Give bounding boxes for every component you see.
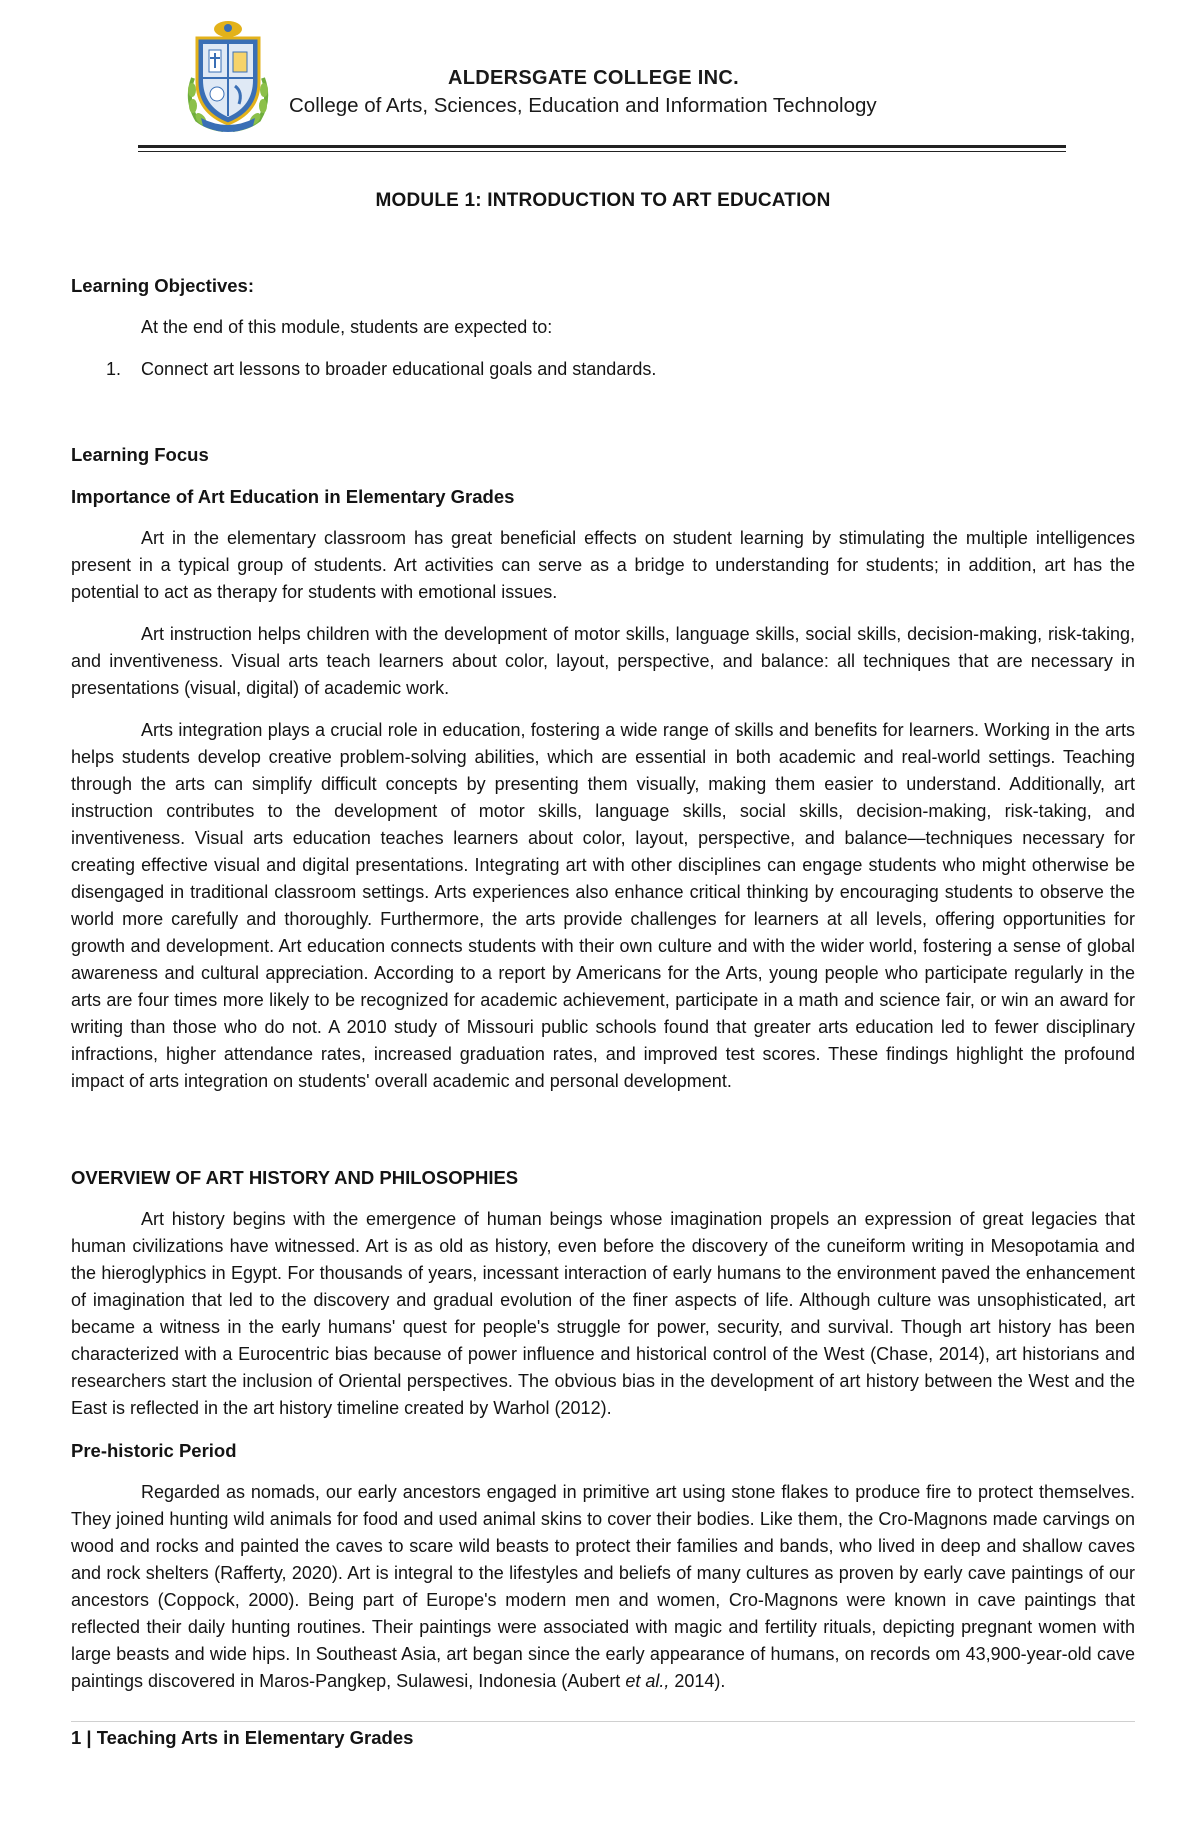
- footer-rule: [71, 1721, 1135, 1722]
- focus-paragraph-2: Art instruction helps children with the development of motor skills, language skills, social skills, decision-making, risk-taking, and inventiveness. Visual arts teach learners about color, layout, perspective, and balance: all techniques that are necessary in presentations (visual, digital) of academic work.: [71, 624, 1135, 698]
- school-seal-icon: [183, 20, 273, 132]
- focus-heading: Learning Focus: [71, 444, 209, 465]
- document-body: [71, 187, 1135, 1695]
- prehistoric-end: 2014).: [669, 1671, 726, 1691]
- objective-number: 1.: [106, 359, 122, 379]
- header-rule-thick: [138, 145, 1066, 148]
- focus-subheading: Importance of Art Education in Elementary Grades: [71, 486, 515, 507]
- focus-paragraph-1: Art in the elementary classroom has great beneficial effects on student learning by stimulating the multiple intelligences present in a typical group of students. Art activities can serve as a bridge to understanding for students; in addition, art has the potential to act as therapy for students with emotional issues.: [71, 528, 1135, 602]
- objective-item: [71, 356, 1135, 383]
- college-name: ALDERSGATE COLLEGE INC.: [448, 67, 739, 89]
- header-rule-thin: [138, 151, 1066, 152]
- objectives-intro: At the end of this module, students are expected to:: [141, 317, 553, 337]
- prehistoric-heading: Pre-historic Period: [71, 1440, 237, 1461]
- prehistoric-etal: et al.,: [625, 1671, 670, 1691]
- focus-paragraph-3: Arts integration plays a crucial role in education, fostering a wide range of skills and benefits for learners. Working in the arts helps students develop creative problem-solving abilities, which are essential in both academic and real-world settings. Teaching through the arts can simplify difficult concepts by presenting them visually, making them easier to understand. Additionally, art instruction contributes to the development of motor skills, language skills, social skills, decision-making, risk-taking, and inventiveness. Visual arts education teaches learners about color, layout, perspective, and balance—techniques necessary for creating effective visual and digital presentations. Integrating art with other disciplines can engage students who might otherwise be disengaged in traditional classroom settings. Arts experiences also enhance critical thinking by encouraging students to observe the world more carefully and thoroughly. Furthermore, the arts provide challenges for learners at all levels, offering opportunities for growth and development. Art education connects students with their own culture and with the wider world, fostering a sense of global awareness and cultural appreciation. According to a report by Americans for the Arts, young people who participate regularly in the arts are four times more likely to be recognized for academic achievement, participate in a math and science fair, or win an award for writing than those who do not. A 2010 study of Missouri public schools found that greater arts education led to fewer disciplinary infractions, higher attendance rates, increased graduation rates, and improved test scores. These findings highlight the profound impact of arts integration on students' overall academic and personal development.: [71, 720, 1135, 1091]
- college-subtitle: College of Arts, Sciences, Education and Information Technology: [289, 94, 877, 117]
- history-paragraph: Art history begins with the emergence of human beings whose imagination propels an expression of great legacies that human civilizations have witnessed. Art is as old as history, even before the discovery of the cuneiform writing in Mesopotamia and the hieroglyphics in Egypt. For thousands of years, incessant interaction of early humans to the environment paved the enhancement of imagination that led to the discovery and gradual evolution of the finer aspects of life. Although culture was unsophisticated, art became a witness in the early humans' quest for people's struggle for power, security, and survival. Though art history has been characterized with a Eurocentric bias because of power influence and historical control of the West (Chase, 2014), art historians and researchers start the inclusion of Oriental perspectives. The obvious bias in the development of art history between the West and the East is reflected in the art history timeline created by Warhol (2012).: [71, 1209, 1135, 1418]
- module-title: MODULE 1: INTRODUCTION TO ART EDUCATION: [375, 190, 831, 211]
- history-heading: OVERVIEW OF ART HISTORY AND PHILOSOPHIES: [71, 1167, 519, 1188]
- objective-text: Connect art lessons to broader educational goals and standards.: [141, 359, 657, 379]
- objectives-heading: Learning Objectives:: [71, 275, 254, 296]
- prehistoric-paragraph: [71, 1479, 1135, 1695]
- prehistoric-text: Regarded as nomads, our early ancestors engaged in primitive art using stone flakes to produce fire to protect themselves. They joined hunting wild animals for food and used animal skins to cover their bodies. Like them, the Cro-Magnons made carvings on wood and rocks and painted the caves to scare wild beasts to protect their families and bands, who lived in deep and shallow caves and rock shelters (Rafferty, 2020). Art is integral to the lifestyles and beliefs of many cultures as proven by early cave paintings of our ancestors (Coppock, 2000). Being part of Europe's modern men and women, Cro-Magnons were known in cave paintings that reflected their daily hunting routines. Their paintings were associated with magic and fertility rituals, depicting pregnant women with large beasts and wide hips. In Southeast Asia, art began since the early appearance of humans, on records om 43,900-year-old cave paintings discovered in Maros-Pangkep, Sulawesi, Indonesia (Aubert: [71, 1482, 1135, 1691]
- page-footer: 1 | Teaching Arts in Elementary Grades: [71, 1727, 414, 1748]
